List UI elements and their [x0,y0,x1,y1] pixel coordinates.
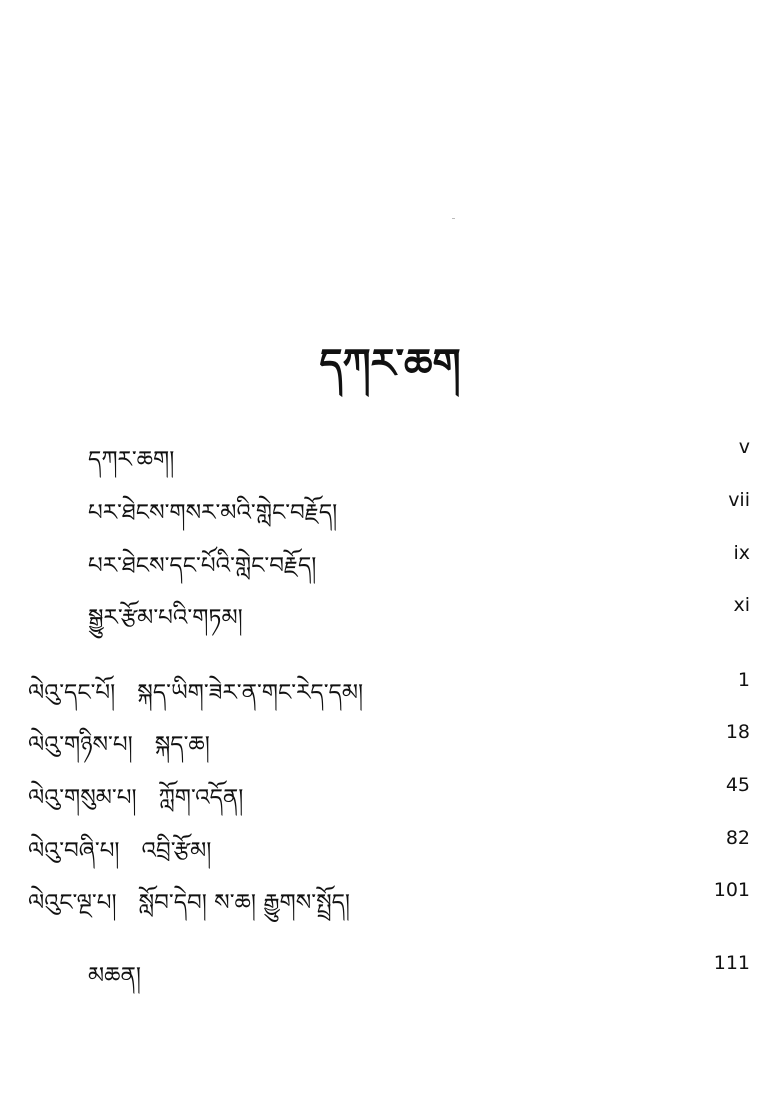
chapter-number: ལེའུ་དང་པོ། [28,680,116,706]
toc-entry[interactable] [0,540,780,580]
toc-entry-label: མཆན། [88,963,141,989]
chapter-number: ལེའུ་གཉིས་པ། [28,732,133,758]
toc-entry-page: 82 [725,827,750,849]
toc-chapter[interactable] [0,667,780,707]
toc-entry-page: xi [733,594,750,616]
toc-entry[interactable] [0,434,780,474]
toc-entry-page: 101 [713,879,750,901]
toc-chapter[interactable] [0,877,780,917]
toc-chapter[interactable] [0,825,780,865]
scan-speck [452,218,455,219]
toc-entry-page: 18 [725,721,750,743]
chapter-title: སྐད་ཡིག་ཟེར་ན་གང་རེད་དམ། [137,680,364,706]
toc-entry-page: 45 [725,774,750,796]
toc-entry[interactable] [0,950,780,990]
toc-entry-label: པར་ཐེངས་དང་པོའི་གླེང་བརྗོད། [88,553,317,579]
toc-entry-page: 111 [713,952,750,974]
toc-chapter[interactable] [0,719,780,759]
chapter-number: ལེའུ་གསུམ་པ། [28,785,137,811]
chapter-title: སྐད་ཆ། [154,732,210,758]
toc-entry[interactable] [0,592,780,632]
page-title: དཀར་ཆག [319,341,461,387]
chapter-number: ལེའུ་བཞི་པ། [28,838,120,864]
toc-entry-label: པར་ཐེངས་གསར་མའི་གླེང་བརྗོད། [88,500,338,526]
toc-chapter[interactable] [0,772,780,812]
toc-entry-label: དཀར་ཆག། [88,447,175,473]
chapter-title: ཀློག་འདོན། [158,785,244,811]
chapter-number: ལེའུང་ལྔ་པ། [28,890,117,916]
toc-entry-page: v [738,436,750,458]
chapter-title: འབྲི་རྩོམ། [141,838,212,864]
toc-entry-page: 1 [737,669,750,691]
chapter-title: སློབ་དེབ། ས་ཆ། རྒྱུགས་སྤྲོད། [138,890,351,916]
toc-entry-label: སྒྱུར་རྩོམ་པའི་གཏམ། [88,605,243,631]
toc-entry-page: vii [728,489,750,511]
toc-entry-page: ix [733,542,750,564]
toc-entry[interactable] [0,487,780,527]
